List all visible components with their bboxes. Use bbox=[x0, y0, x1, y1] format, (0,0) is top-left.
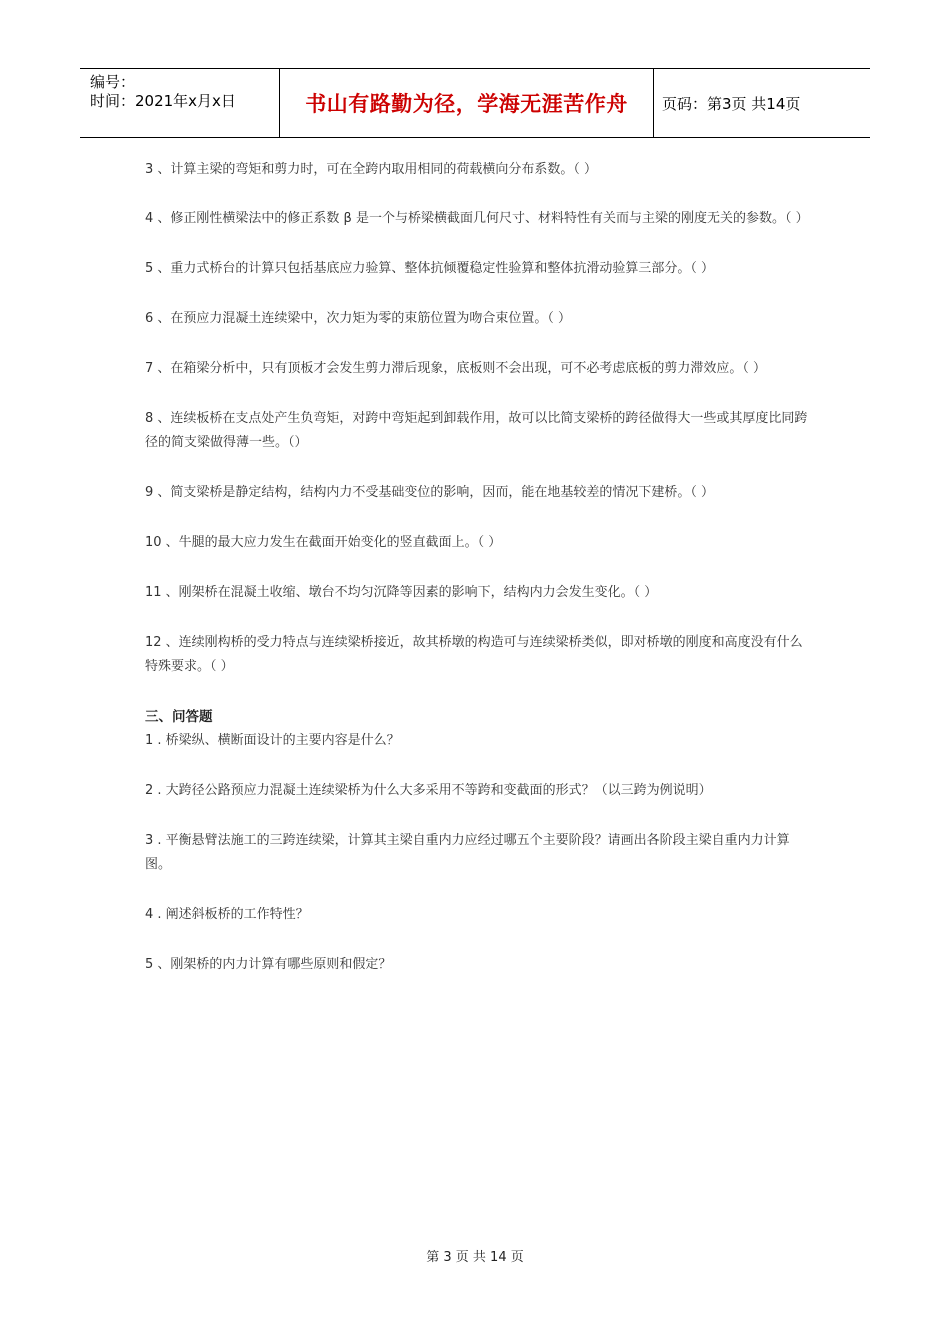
qa-item: 4 . 阐述斜板桥的工作特性？ bbox=[145, 907, 309, 922]
judgement-item: 3 、计算主梁的弯矩和剪力时，可在全跨内取用相同的荷载横向分布系数。（ ） bbox=[145, 162, 598, 177]
header-left-cell bbox=[80, 69, 280, 137]
header-center-cell bbox=[280, 69, 654, 137]
document-date-label: 时间：2021年x月x日 bbox=[90, 92, 236, 110]
qa-item: 2 . 大跨径公路预应力混凝土连续梁桥为什么大多采用不等跨和变截面的形式？（以三跨为例说明） bbox=[145, 783, 712, 798]
judgement-item: 9 、简支梁桥是静定结构，结构内力不受基础变位的影响，因而，能在地基较差的情况下建桥。（ ） bbox=[145, 485, 715, 500]
page-header bbox=[80, 68, 870, 138]
judgement-item: 6 、在预应力混凝土连续梁中，次力矩为零的束筋位置为吻合束位置。（ ） bbox=[145, 311, 572, 326]
qa-item: 3 . 平衡悬臂法施工的三跨连续梁，计算其主梁自重内力应经过哪五个主要阶段？请画出各阶段主梁自重内力计算图。 bbox=[145, 833, 790, 872]
qa-item: 5 、刚架桥的内力计算有哪些原则和假定？ bbox=[145, 957, 392, 972]
judgement-item: 7 、在箱梁分析中，只有顶板才会发生剪力滞后现象，底板则不会出现，可不必考虑底板的剪力滞效应。（ ） bbox=[145, 361, 767, 376]
judgement-item: 8 、连续板桥在支点处产生负弯矩，对跨中弯矩起到卸载作用，故可以比简支梁桥的跨径做得大一些或其厚度比同跨径的简支梁做得薄一些。（） bbox=[145, 411, 808, 450]
motto-text: 书山有路勤为径，学海无涯苦作舟 bbox=[305, 92, 628, 116]
judgement-item: 10 、牛腿的最大应力发生在截面开始变化的竖直截面上。（ ） bbox=[145, 535, 502, 550]
document-body bbox=[145, 158, 810, 977]
qa-item: 1 . 桥梁纵、横断面设计的主要内容是什么？ bbox=[145, 733, 400, 748]
judgement-item: 5 、重力式桥台的计算只包括基底应力验算、整体抗倾覆稳定性验算和整体抗滑动验算三部分。（ ） bbox=[145, 261, 715, 276]
page-indicator: 页码：第3页 共14页 bbox=[662, 94, 801, 113]
judgement-item: 12 、连续刚构桥的受力特点与连续梁桥接近，故其桥墩的构造可与连续梁桥类似，即对桥墩的刚度和高度没有什么特殊要求。（ ） bbox=[145, 635, 803, 674]
page-footer: 第 3 页 共 14 页 bbox=[426, 1250, 524, 1265]
document-number-label: 编号： bbox=[90, 73, 136, 91]
judgement-item: 4 、修正刚性横梁法中的修正系数 β 是一个与桥梁横截面几何尺寸、材料特性有关而与主梁的刚度无关的参数。（ ） bbox=[145, 211, 809, 226]
section-title: 三、问答题 bbox=[145, 709, 213, 725]
header-right-cell bbox=[654, 69, 870, 137]
judgement-item: 11 、刚架桥在混凝土收缩、墩台不均匀沉降等因素的影响下，结构内力会发生变化。（ ） bbox=[145, 585, 658, 600]
